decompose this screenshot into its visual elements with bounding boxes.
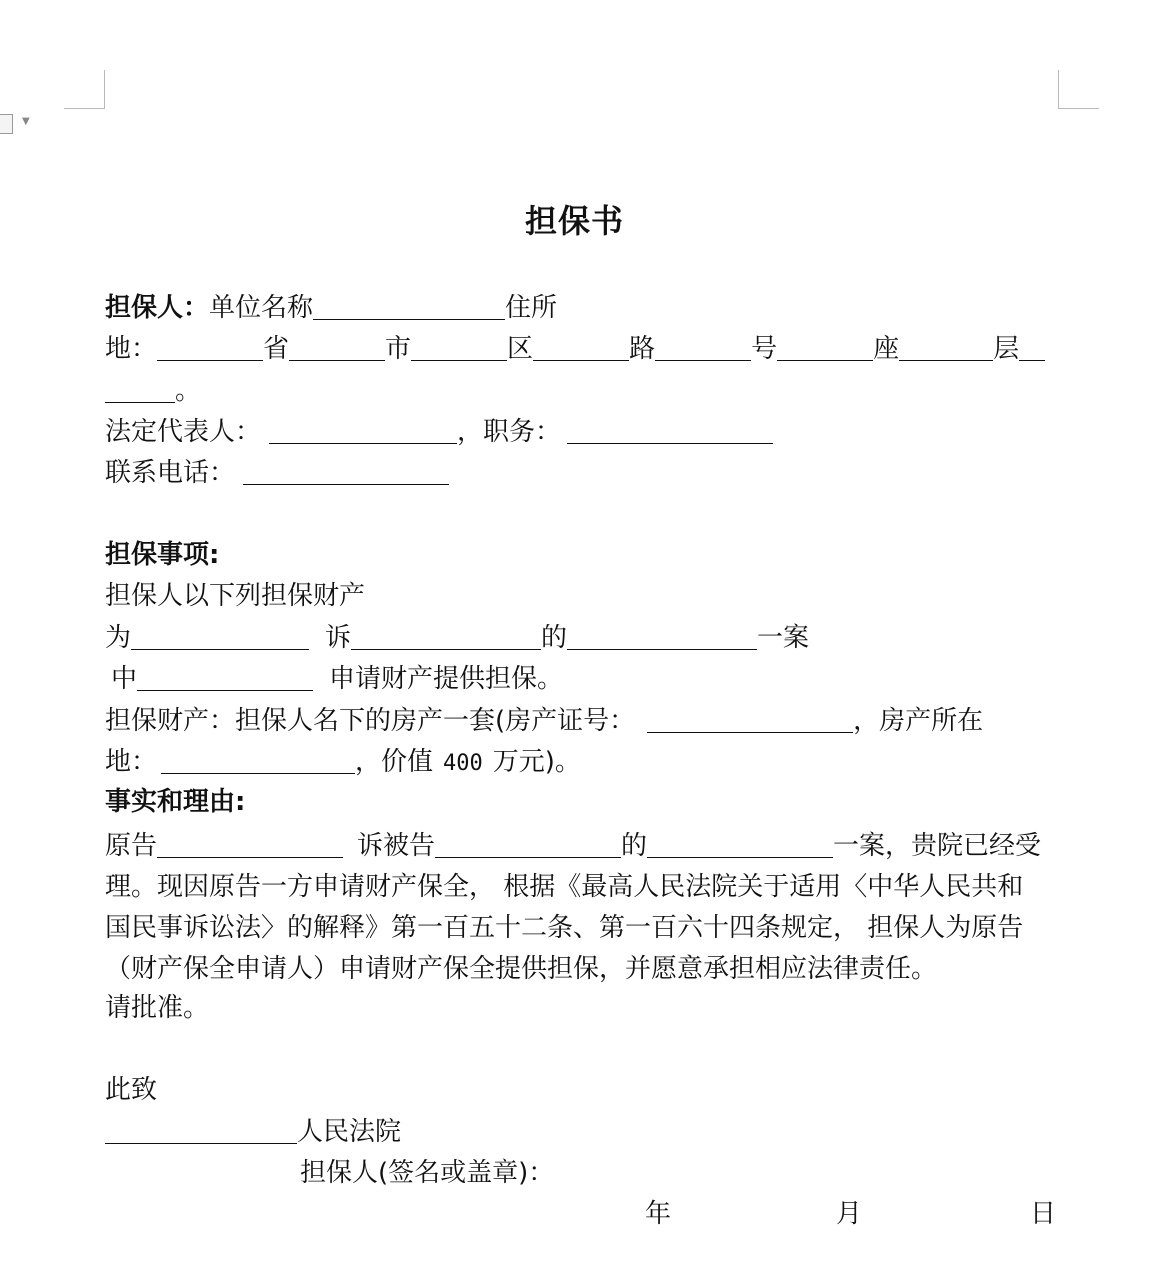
date-day: 日 xyxy=(1030,1199,1057,1229)
reasons-line-4: （财产保全申请人）申请财产保全提供担保，并愿意承担相应法律责任。 xyxy=(105,954,938,984)
property-address-blank[interactable] xyxy=(161,747,355,774)
unit-name-blank[interactable] xyxy=(313,293,505,320)
value-amount: 400 xyxy=(443,751,483,776)
date-month: 月 xyxy=(836,1199,863,1229)
legal-rep-blank[interactable] xyxy=(269,417,457,444)
road-label: 路 xyxy=(629,334,656,364)
city-label: 市 xyxy=(385,334,412,364)
plaintiff-blank[interactable] xyxy=(157,831,343,858)
district-label: 区 xyxy=(507,334,534,364)
certificate-number-blank[interactable] xyxy=(647,706,853,733)
value-suffix: 万元)。 xyxy=(492,747,581,777)
reasons-line-2: 理。现因原告一方申请财产保全， 根据《最高人民法院关于适用〈中华人民共和 xyxy=(105,872,1024,902)
yian-label: 一案 xyxy=(757,623,810,653)
reasons-line-5: 请批准。 xyxy=(105,993,210,1023)
reasons-line-3: 国民事诉讼法〉的解释》第一百五十二条、第一百六十四条规定， 担保人为原告 xyxy=(105,913,1024,943)
floor-label: 层 xyxy=(993,334,1020,364)
number-label: 号 xyxy=(751,334,778,364)
matters-line-4 xyxy=(105,703,1057,739)
defendant-label: 诉被告 xyxy=(357,831,436,861)
defendant-blank[interactable] xyxy=(435,831,621,858)
building-label: 座 xyxy=(873,334,900,364)
legal-rep-label: 法定代表人： xyxy=(105,417,262,447)
applicant-blank[interactable] xyxy=(131,623,309,650)
court-line xyxy=(105,1114,1057,1150)
residence-label: 住所 xyxy=(505,293,558,323)
paste-options-icon[interactable] xyxy=(0,114,13,134)
document-title: 担保书 xyxy=(524,202,624,240)
legal-rep-line xyxy=(105,414,1057,450)
property-location-label: ，房产所在 xyxy=(853,706,984,736)
matters-line-2 xyxy=(105,620,1057,656)
guarantor-line-3 xyxy=(105,373,1057,409)
residence-label-2: 地： xyxy=(105,334,158,364)
floor-number-blank[interactable] xyxy=(105,376,175,403)
party-blank[interactable] xyxy=(137,664,313,691)
floor-blank[interactable] xyxy=(899,334,993,361)
value-prefix: ，价值 xyxy=(355,747,434,777)
wei-label: 为 xyxy=(105,623,132,653)
city-blank[interactable] xyxy=(289,334,385,361)
road-blank[interactable] xyxy=(533,334,629,361)
matters-line-3 xyxy=(105,661,1057,697)
di-label: 地： xyxy=(105,747,158,777)
floor-tail-blank[interactable] xyxy=(1019,334,1045,361)
province-blank[interactable] xyxy=(157,334,263,361)
guarantor-line-1 xyxy=(105,290,1057,326)
district-blank[interactable] xyxy=(411,334,507,361)
case-type-blank[interactable] xyxy=(567,623,757,650)
page-corner-mark-left xyxy=(64,70,105,109)
dropdown-arrow-icon[interactable]: ▼ xyxy=(22,116,30,127)
matters-line-1: 担保人以下列担保财产 xyxy=(105,581,366,611)
case-accepted-text: 一案，贵院已经受 xyxy=(833,831,1042,861)
respondent-blank[interactable] xyxy=(351,623,541,650)
building-blank[interactable] xyxy=(777,334,873,361)
property-label: 担保财产：担保人名下的房产一套(房产证号： xyxy=(105,706,636,736)
province-label: 省 xyxy=(263,334,290,364)
date-year: 年 xyxy=(645,1199,672,1229)
su-label: 诉 xyxy=(325,623,352,653)
position-blank[interactable] xyxy=(567,417,773,444)
closing-to: 此致 xyxy=(105,1075,158,1105)
number-blank[interactable] xyxy=(655,334,751,361)
guarantor-label: 担保人： xyxy=(105,293,210,323)
court-name-blank[interactable] xyxy=(105,1117,297,1144)
zhong-label: 中 xyxy=(111,664,138,694)
position-label: ，职务： xyxy=(457,417,562,447)
signature-line: 担保人(签名或盖章)： xyxy=(300,1158,555,1188)
case-blank[interactable] xyxy=(647,831,833,858)
reasons-line-1 xyxy=(105,828,1057,864)
court-label: 人民法院 xyxy=(297,1117,402,1147)
unit-name-label: 单位名称 xyxy=(209,293,314,323)
matters-heading: 担保事项: xyxy=(105,540,220,570)
phone-line xyxy=(105,455,1057,491)
period: 。 xyxy=(175,376,202,406)
reasons-heading: 事实和理由: xyxy=(105,787,246,817)
plaintiff-label: 原告 xyxy=(105,831,158,861)
phone-blank[interactable] xyxy=(243,458,449,485)
phone-label: 联系电话： xyxy=(105,458,236,488)
reasons-de-label: 的 xyxy=(621,831,648,861)
page-corner-mark-right xyxy=(1058,70,1099,109)
apply-label: 申请财产提供担保。 xyxy=(329,664,564,694)
matters-line-5 xyxy=(105,744,1057,782)
guarantor-line-2 xyxy=(105,331,1057,367)
de-label: 的 xyxy=(541,623,568,653)
